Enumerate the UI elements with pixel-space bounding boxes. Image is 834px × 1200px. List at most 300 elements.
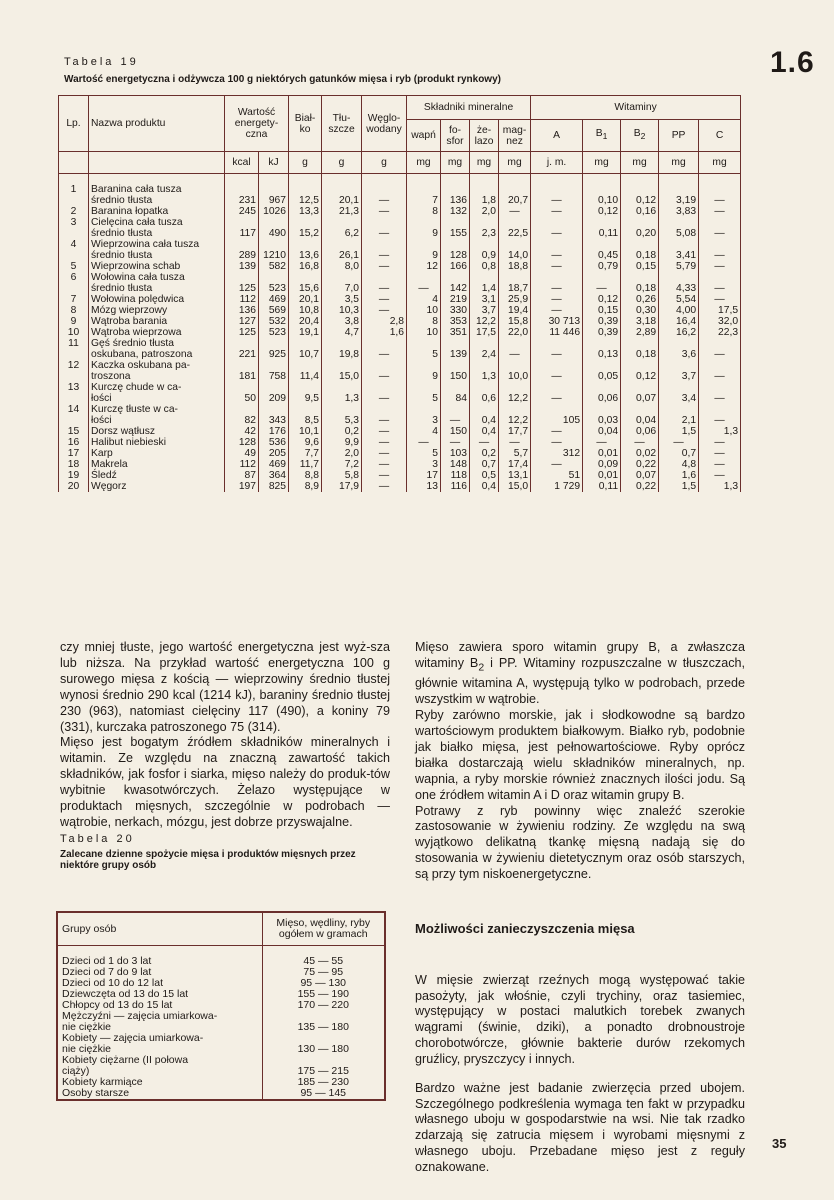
value-cell: 15,6 bbox=[289, 272, 322, 294]
group-name: Dzieci od 7 do 9 lat bbox=[57, 967, 262, 978]
value-cell: 13,6 bbox=[289, 239, 322, 261]
value-cell: — bbox=[362, 481, 407, 492]
value-cell: — bbox=[362, 184, 407, 206]
header-vit-c: C bbox=[699, 120, 741, 152]
value-cell: 8,0 bbox=[322, 261, 362, 272]
value-cell: 15,0 bbox=[499, 481, 531, 492]
value-cell: 17,5 bbox=[699, 305, 741, 316]
product-name: Wołowina polędwica bbox=[89, 294, 225, 305]
value-cell: — bbox=[531, 382, 583, 404]
value-cell: 3,4 bbox=[659, 382, 699, 404]
value-cell: — bbox=[531, 459, 583, 470]
table-row bbox=[57, 1055, 385, 1077]
value-cell: — bbox=[362, 437, 407, 448]
value-cell: 221 bbox=[225, 338, 259, 360]
row-number: 20 bbox=[59, 481, 89, 492]
product-name: Węgorz bbox=[89, 481, 225, 492]
value-cell: 0,15 bbox=[583, 305, 621, 316]
value-cell: — bbox=[699, 338, 741, 360]
product-name: Wieprzowina schab bbox=[89, 261, 225, 272]
value-cell: 155 bbox=[441, 217, 470, 239]
paragraph: czy mniej tłuste, jego wartość energetyczna jest wyż-sza lub niższa. Na przykład wartość energetyczna 100 g surowego mięsa z kością — wieprzowiny średnio tłustej wynosi średnio 290 kcal (1214 kJ), baraniny średnio tłustej 230 (963), natomiast cielęciny 117 (490), a koniny 79 (331), kurczaka patroszonego 75 (314). bbox=[60, 640, 390, 734]
value-cell: 0,15 bbox=[621, 261, 659, 272]
header-energy: Wartość energety- czna bbox=[225, 96, 289, 152]
value-cell: 13,1 bbox=[499, 470, 531, 481]
value-cell: 8,8 bbox=[289, 470, 322, 481]
value-cell: 19,4 bbox=[499, 305, 531, 316]
value-cell: 12,2 bbox=[499, 404, 531, 426]
value-cell: 5 bbox=[407, 338, 441, 360]
value-cell: 49 bbox=[225, 448, 259, 459]
value-cell: 13,3 bbox=[289, 206, 322, 217]
value-cell: 0,04 bbox=[583, 426, 621, 437]
header-phosphorus: fo- sfor bbox=[441, 120, 470, 152]
table-row bbox=[59, 426, 741, 437]
value-cell: — bbox=[362, 272, 407, 294]
row-number: 10 bbox=[59, 327, 89, 338]
value-cell: 17,5 bbox=[470, 327, 499, 338]
value-cell: 3,6 bbox=[659, 338, 699, 360]
value-cell: 117 bbox=[225, 217, 259, 239]
value-cell: 0,07 bbox=[621, 470, 659, 481]
value-cell: 125 bbox=[225, 272, 259, 294]
value-cell: 10 bbox=[407, 327, 441, 338]
value-cell: 9,6 bbox=[289, 437, 322, 448]
value-cell: 3,8 bbox=[322, 316, 362, 327]
value-cell: 15,0 bbox=[322, 360, 362, 382]
value-cell: — bbox=[699, 239, 741, 261]
table-row bbox=[59, 305, 741, 316]
consumption-table bbox=[56, 911, 386, 1101]
right-column-text-2 bbox=[415, 960, 745, 1189]
value-cell: — bbox=[362, 360, 407, 382]
value-cell: 0,01 bbox=[583, 448, 621, 459]
value-cell: 925 bbox=[259, 338, 289, 360]
value-cell: 1 729 bbox=[531, 481, 583, 492]
product-name: Mózg wieprzowy bbox=[89, 305, 225, 316]
value-cell: 1,6 bbox=[362, 327, 407, 338]
grams-range: 95 — 145 bbox=[262, 1088, 385, 1100]
value-cell: 0,05 bbox=[583, 360, 621, 382]
value-cell: — bbox=[699, 272, 741, 294]
value-cell: — bbox=[621, 437, 659, 448]
value-cell: 1026 bbox=[259, 206, 289, 217]
value-cell: — bbox=[362, 239, 407, 261]
value-cell: 20,4 bbox=[289, 316, 322, 327]
table20-title: Zalecane dzienne spożycie mięsa i produktów mięsnych przez niektóre grupy osób bbox=[60, 849, 356, 871]
table-row bbox=[59, 448, 741, 459]
group-name: Kobiety — zajęcia umiarkowa- nie ciężkie bbox=[57, 1033, 262, 1055]
value-cell: 12 bbox=[407, 261, 441, 272]
table-row bbox=[57, 1011, 385, 1033]
row-number: 18 bbox=[59, 459, 89, 470]
value-cell: 5,79 bbox=[659, 261, 699, 272]
unit-cell: mg bbox=[407, 152, 441, 174]
grams-range: 185 — 230 bbox=[262, 1077, 385, 1088]
header-minerals: Składniki mineralne bbox=[407, 96, 531, 120]
table-row bbox=[59, 470, 741, 481]
value-cell: 231 bbox=[225, 184, 259, 206]
value-cell: 10,8 bbox=[289, 305, 322, 316]
value-cell: 3 bbox=[407, 404, 441, 426]
value-cell: 8 bbox=[407, 206, 441, 217]
value-cell: — bbox=[699, 459, 741, 470]
value-cell: 5,08 bbox=[659, 217, 699, 239]
value-cell: 11,7 bbox=[289, 459, 322, 470]
value-cell: 3,83 bbox=[659, 206, 699, 217]
value-cell: 1,4 bbox=[470, 272, 499, 294]
value-cell: 22,0 bbox=[499, 327, 531, 338]
value-cell: 51 bbox=[531, 470, 583, 481]
value-cell: — bbox=[362, 404, 407, 426]
product-name: Kurczę chude w ca- łości bbox=[89, 382, 225, 404]
unit-cell: mg bbox=[499, 152, 531, 174]
value-cell: 245 bbox=[225, 206, 259, 217]
group-name: Dzieci od 1 do 3 lat bbox=[57, 956, 262, 967]
value-cell: 176 bbox=[259, 426, 289, 437]
value-cell: 469 bbox=[259, 459, 289, 470]
value-cell: 13 bbox=[407, 481, 441, 492]
value-cell: 6,2 bbox=[322, 217, 362, 239]
value-cell: 343 bbox=[259, 404, 289, 426]
value-cell: 128 bbox=[441, 239, 470, 261]
value-cell: 0,20 bbox=[621, 217, 659, 239]
value-cell: 0,07 bbox=[621, 382, 659, 404]
value-cell: 532 bbox=[259, 316, 289, 327]
value-cell: 351 bbox=[441, 327, 470, 338]
value-cell: — bbox=[583, 437, 621, 448]
value-cell: — bbox=[699, 294, 741, 305]
value-cell: 8 bbox=[407, 316, 441, 327]
value-cell: 3,5 bbox=[322, 294, 362, 305]
unit-cell: mg bbox=[583, 152, 621, 174]
header-iron: że- lazo bbox=[470, 120, 499, 152]
value-cell: 0,10 bbox=[583, 184, 621, 206]
value-cell: 353 bbox=[441, 316, 470, 327]
value-cell: 0,12 bbox=[621, 360, 659, 382]
section-heading: Możliwości zanieczyszczenia mięsa bbox=[415, 921, 635, 936]
value-cell: 125 bbox=[225, 327, 259, 338]
table-row bbox=[59, 327, 741, 338]
value-cell: 2,4 bbox=[470, 338, 499, 360]
value-cell: 0,26 bbox=[621, 294, 659, 305]
value-cell: 20,1 bbox=[322, 184, 362, 206]
unit-cell: j. m. bbox=[531, 152, 583, 174]
nutrition-table-body bbox=[59, 174, 741, 493]
value-cell: — bbox=[699, 470, 741, 481]
value-cell: — bbox=[531, 272, 583, 294]
paragraph: Mięso zawiera sporo witamin grupy B, a zwłaszcza witaminy $B_2$ i PP. Witaminy rozpuszczalne w tłuszczach, głównie witamina A, występują tylko w podrobach, przede wszystkim w wątrobie. bbox=[415, 640, 745, 707]
grams-range: 170 — 220 bbox=[262, 1000, 385, 1011]
value-cell: 5,3 bbox=[322, 404, 362, 426]
unit-cell: g bbox=[322, 152, 362, 174]
value-cell: 3 bbox=[407, 459, 441, 470]
product-name: Wieprzowina cała tusza średnio tłusta bbox=[89, 239, 225, 261]
group-name: Kobiety ciężarne (II połowa ciąży) bbox=[57, 1055, 262, 1077]
value-cell: 0,22 bbox=[621, 481, 659, 492]
group-name: Mężczyźni — zajęcia umiarkowa- nie ciężkie bbox=[57, 1011, 262, 1033]
product-name: Karp bbox=[89, 448, 225, 459]
value-cell: 0,4 bbox=[470, 481, 499, 492]
row-number: 16 bbox=[59, 437, 89, 448]
value-cell: 18,8 bbox=[499, 261, 531, 272]
value-cell: 4,00 bbox=[659, 305, 699, 316]
paragraph: Ryby zarówno morskie, jak i słodkowodne są bardzo wartościowym produktem białkowym. Białko ryb, podobnie jak białko mięsa, jest pełnowartościowe. Ryby oprócz białka dostarczają wielu składników mineralnych, np. wapnia, a ryby morskie również znacznych ilości jodu. Są one źródłem witamin A i D oraz witamin grupy B. bbox=[415, 708, 745, 802]
value-cell: — bbox=[699, 206, 741, 217]
value-cell: 0,7 bbox=[470, 459, 499, 470]
row-number: 7 bbox=[59, 294, 89, 305]
value-cell: 0,9 bbox=[470, 239, 499, 261]
table-row bbox=[59, 481, 741, 492]
group-name: Dziewczęta od 13 do 15 lat bbox=[57, 989, 262, 1000]
value-cell: 523 bbox=[259, 272, 289, 294]
grams-range: 130 — 180 bbox=[262, 1033, 385, 1055]
row-number: 6 bbox=[59, 272, 89, 294]
table-row bbox=[59, 261, 741, 272]
value-cell: 0,12 bbox=[621, 184, 659, 206]
product-name: Kurczę tłuste w ca- łości bbox=[89, 404, 225, 426]
value-cell: 150 bbox=[441, 426, 470, 437]
value-cell: 967 bbox=[259, 184, 289, 206]
value-cell: 84 bbox=[441, 382, 470, 404]
row-number: 3 bbox=[59, 217, 89, 239]
value-cell: 5,7 bbox=[499, 448, 531, 459]
value-cell: — bbox=[531, 294, 583, 305]
value-cell: 87 bbox=[225, 470, 259, 481]
value-cell: 5 bbox=[407, 382, 441, 404]
value-cell: 825 bbox=[259, 481, 289, 492]
value-cell: 523 bbox=[259, 327, 289, 338]
value-cell: 32,0 bbox=[699, 316, 741, 327]
value-cell: — bbox=[470, 437, 499, 448]
value-cell: 2,3 bbox=[470, 217, 499, 239]
value-cell: 0,12 bbox=[583, 206, 621, 217]
value-cell: 2,1 bbox=[659, 404, 699, 426]
row-number: 14 bbox=[59, 404, 89, 426]
page-number: 35 bbox=[772, 1136, 787, 1151]
value-cell: 0,13 bbox=[583, 338, 621, 360]
value-cell: 0,12 bbox=[583, 294, 621, 305]
paragraph: Mięso jest bogatym źródłem składników mineralnych i witamin. Ze względu na znaczną zawartość takich składników, jak fosfor i siarka, mięso należy do produk-tów wybitnie kwasotwórczych. Żelazo występujące w produktach mięsnych, szczególnie w podrobach — wątrobie, nerkach, mózgu, jest dobrze przyswajalne. bbox=[60, 735, 390, 829]
product-name: Gęś średnio tłusta oskubana, patroszona bbox=[89, 338, 225, 360]
value-cell: 0,5 bbox=[470, 470, 499, 481]
table-row bbox=[59, 239, 741, 261]
value-cell: — bbox=[699, 184, 741, 206]
value-cell: 219 bbox=[441, 294, 470, 305]
product-name: Wątroba wieprzowa bbox=[89, 327, 225, 338]
value-cell: — bbox=[531, 360, 583, 382]
value-cell: 0,16 bbox=[621, 206, 659, 217]
value-cell: 9 bbox=[407, 239, 441, 261]
value-cell: 16,4 bbox=[659, 316, 699, 327]
value-cell: 1210 bbox=[259, 239, 289, 261]
product-name: Baranina łopatka bbox=[89, 206, 225, 217]
value-cell: — bbox=[362, 217, 407, 239]
value-cell: 0,06 bbox=[621, 426, 659, 437]
value-cell: — bbox=[362, 261, 407, 272]
value-cell: — bbox=[362, 338, 407, 360]
grams-range: 135 — 180 bbox=[262, 1011, 385, 1033]
unit-cell: mg bbox=[470, 152, 499, 174]
product-name: Makrela bbox=[89, 459, 225, 470]
value-cell: 22,3 bbox=[699, 327, 741, 338]
table19-title: Wartość energetyczna i odżywcza 100 g niektórych gatunków mięsa i ryb (produkt rynkowy) bbox=[64, 74, 501, 85]
value-cell: 136 bbox=[441, 184, 470, 206]
value-cell: 1,3 bbox=[699, 481, 741, 492]
value-cell: 4,33 bbox=[659, 272, 699, 294]
value-cell: 15,8 bbox=[499, 316, 531, 327]
grams-range: 75 — 95 bbox=[262, 967, 385, 978]
value-cell: 0,18 bbox=[621, 239, 659, 261]
value-cell: 205 bbox=[259, 448, 289, 459]
table-row bbox=[57, 1033, 385, 1055]
value-cell: — bbox=[531, 184, 583, 206]
table-row bbox=[59, 404, 741, 426]
value-cell: 0,30 bbox=[621, 305, 659, 316]
value-cell: 17,9 bbox=[322, 481, 362, 492]
unit-cell: g bbox=[362, 152, 407, 174]
value-cell: 536 bbox=[259, 437, 289, 448]
value-cell: — bbox=[441, 404, 470, 426]
value-cell: 139 bbox=[441, 338, 470, 360]
value-cell: 25,9 bbox=[499, 294, 531, 305]
left-column-text bbox=[60, 640, 390, 831]
header-lp: Lp. bbox=[59, 96, 89, 152]
value-cell: 3,18 bbox=[621, 316, 659, 327]
row-number: 15 bbox=[59, 426, 89, 437]
header-fat: Tłu- szcze bbox=[322, 96, 362, 152]
value-cell: 490 bbox=[259, 217, 289, 239]
row-number: 4 bbox=[59, 239, 89, 261]
value-cell: 0,6 bbox=[470, 382, 499, 404]
product-name: Dorsz wątłusz bbox=[89, 426, 225, 437]
table-row bbox=[59, 316, 741, 327]
section-number: 1.6 bbox=[770, 46, 815, 79]
value-cell: — bbox=[441, 437, 470, 448]
value-cell: — bbox=[531, 239, 583, 261]
value-cell: 16,2 bbox=[659, 327, 699, 338]
header-grams: Mięso, wędliny, ryby ogółem w gramach bbox=[262, 912, 385, 946]
group-name: Dzieci od 10 do 12 lat bbox=[57, 978, 262, 989]
header-calcium: wapń bbox=[407, 120, 441, 152]
value-cell: 3,41 bbox=[659, 239, 699, 261]
header-group: Grupy osób bbox=[57, 912, 262, 946]
value-cell: 0,39 bbox=[583, 316, 621, 327]
value-cell: 18,7 bbox=[499, 272, 531, 294]
value-cell: 181 bbox=[225, 360, 259, 382]
value-cell: 4 bbox=[407, 294, 441, 305]
value-cell: — bbox=[362, 382, 407, 404]
row-number: 8 bbox=[59, 305, 89, 316]
value-cell: 12,2 bbox=[499, 382, 531, 404]
value-cell: 1,6 bbox=[659, 470, 699, 481]
grams-range: 45 — 55 bbox=[262, 956, 385, 967]
value-cell: — bbox=[362, 305, 407, 316]
group-name: Chłopcy od 13 do 15 lat bbox=[57, 1000, 262, 1011]
value-cell: 12,5 bbox=[289, 184, 322, 206]
value-cell: 0,01 bbox=[583, 470, 621, 481]
value-cell: 50 bbox=[225, 382, 259, 404]
table-row bbox=[59, 360, 741, 382]
value-cell: 11,4 bbox=[289, 360, 322, 382]
value-cell: 0,39 bbox=[583, 327, 621, 338]
value-cell: 289 bbox=[225, 239, 259, 261]
unit-cell: mg bbox=[699, 152, 741, 174]
value-cell: 14,0 bbox=[499, 239, 531, 261]
value-cell: 0,8 bbox=[470, 261, 499, 272]
value-cell: 1,5 bbox=[659, 481, 699, 492]
value-cell: 197 bbox=[225, 481, 259, 492]
nutrition-table bbox=[58, 95, 741, 492]
value-cell: — bbox=[531, 437, 583, 448]
value-cell: 20,1 bbox=[289, 294, 322, 305]
product-name: Kaczka oskubana pa- troszona bbox=[89, 360, 225, 382]
unit-cell: kJ bbox=[259, 152, 289, 174]
value-cell: 3,7 bbox=[659, 360, 699, 382]
value-cell: 8,5 bbox=[289, 404, 322, 426]
value-cell: 0,11 bbox=[583, 217, 621, 239]
value-cell: 0,22 bbox=[621, 459, 659, 470]
value-cell: 82 bbox=[225, 404, 259, 426]
value-cell: 2,8 bbox=[362, 316, 407, 327]
value-cell: 0,02 bbox=[621, 448, 659, 459]
header-vit-a: A bbox=[531, 120, 583, 152]
value-cell: 0,4 bbox=[470, 426, 499, 437]
header-vit-b1: $B_1$ bbox=[583, 120, 621, 152]
row-number: 17 bbox=[59, 448, 89, 459]
product-name: Wątroba barania bbox=[89, 316, 225, 327]
value-cell: 1,5 bbox=[659, 426, 699, 437]
product-name: Halibut niebieski bbox=[89, 437, 225, 448]
value-cell: — bbox=[362, 448, 407, 459]
header-product-name: Nazwa produktu bbox=[89, 96, 225, 152]
value-cell: — bbox=[583, 272, 621, 294]
grams-range: 155 — 190 bbox=[262, 989, 385, 1000]
value-cell: 1,8 bbox=[470, 184, 499, 206]
value-cell: — bbox=[699, 217, 741, 239]
value-cell: 0,09 bbox=[583, 459, 621, 470]
value-cell: — bbox=[699, 448, 741, 459]
value-cell: 9,9 bbox=[322, 437, 362, 448]
value-cell: 312 bbox=[531, 448, 583, 459]
value-cell: — bbox=[659, 437, 699, 448]
product-name: Śledź bbox=[89, 470, 225, 481]
value-cell: 5,54 bbox=[659, 294, 699, 305]
value-cell: 2,0 bbox=[322, 448, 362, 459]
value-cell: 0,18 bbox=[621, 338, 659, 360]
table-row bbox=[59, 437, 741, 448]
value-cell: 582 bbox=[259, 261, 289, 272]
value-cell: 569 bbox=[259, 305, 289, 316]
value-cell: — bbox=[362, 459, 407, 470]
value-cell: 0,06 bbox=[583, 382, 621, 404]
value-cell: 148 bbox=[441, 459, 470, 470]
value-cell: 142 bbox=[441, 272, 470, 294]
value-cell: 136 bbox=[225, 305, 259, 316]
table-row bbox=[59, 272, 741, 294]
value-cell: — bbox=[531, 426, 583, 437]
value-cell: 17,7 bbox=[499, 426, 531, 437]
header-carbs: Węglo- wodany bbox=[362, 96, 407, 152]
row-number: 19 bbox=[59, 470, 89, 481]
value-cell: — bbox=[407, 272, 441, 294]
value-cell: 10,0 bbox=[499, 360, 531, 382]
value-cell: 1,3 bbox=[699, 426, 741, 437]
row-number: 13 bbox=[59, 382, 89, 404]
table-row bbox=[59, 184, 741, 206]
value-cell: 26,1 bbox=[322, 239, 362, 261]
value-cell: 0,03 bbox=[583, 404, 621, 426]
